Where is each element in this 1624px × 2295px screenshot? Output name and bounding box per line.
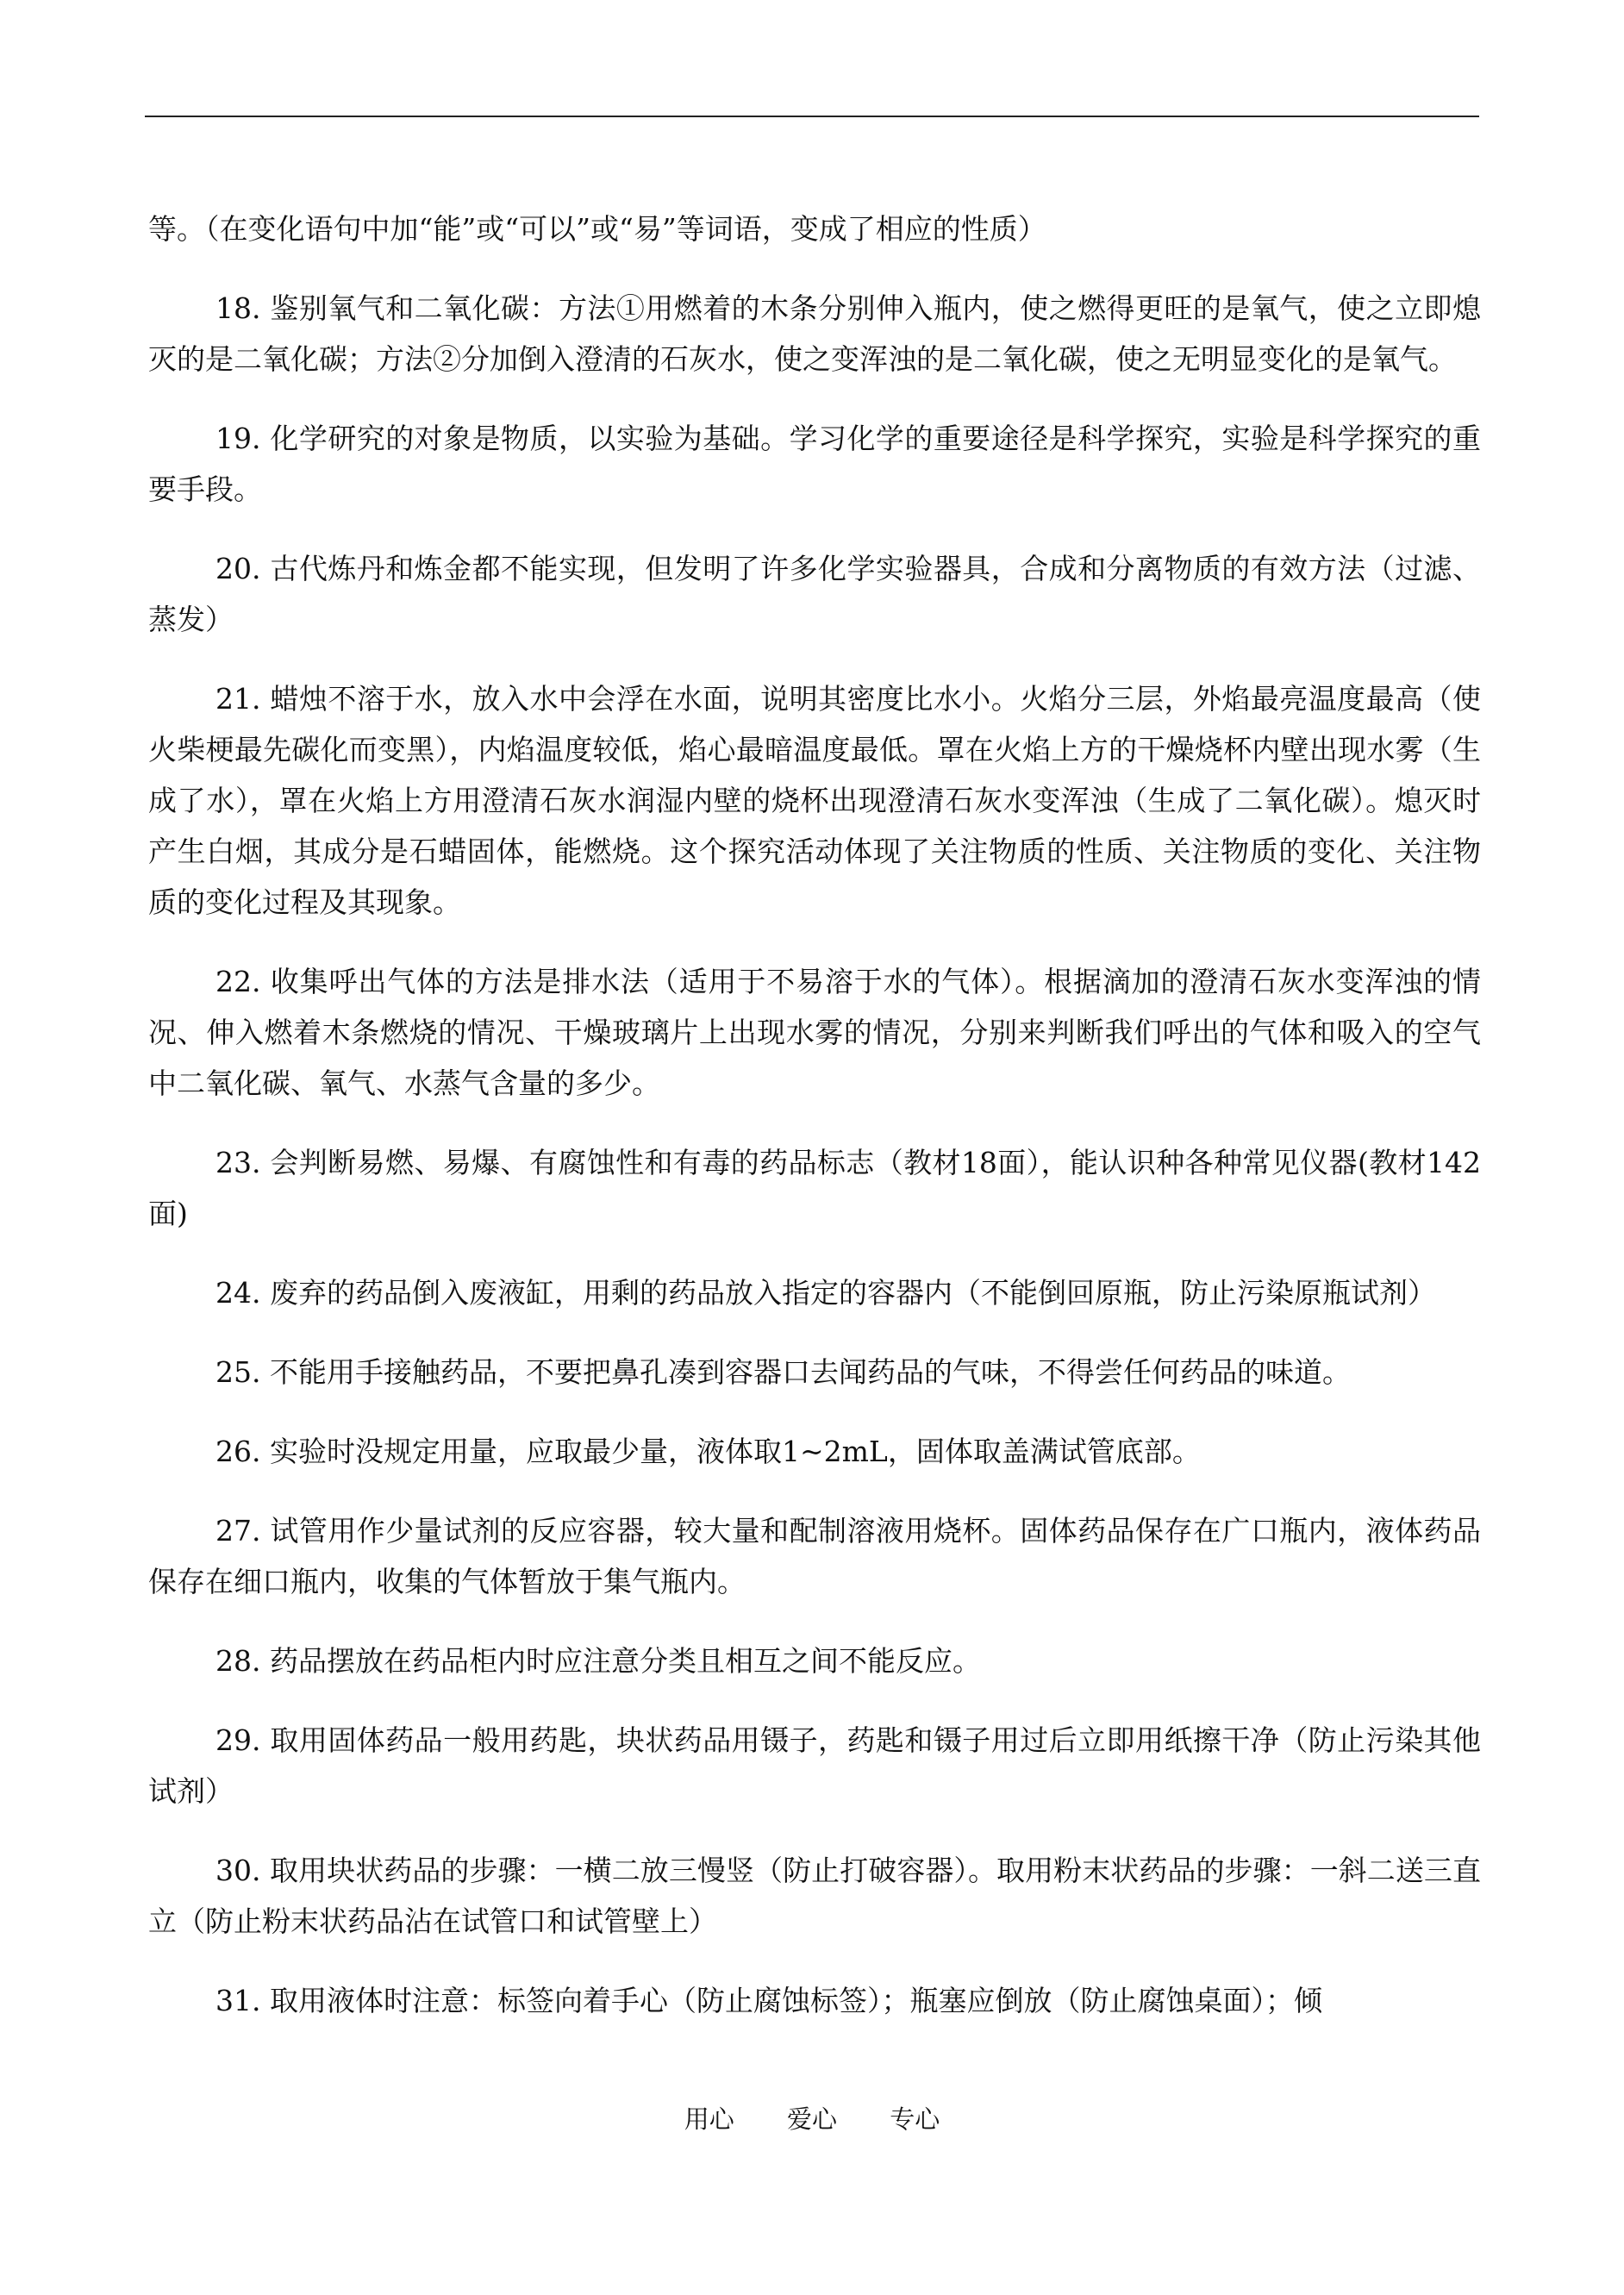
paragraph-item-30: 30. 取用块状药品的步骤：一横二放三慢竖（防止打破容器）。取用粉末状药品的步骤：一斜二送三直立（防止粉末状药品沾在试管口和试管壁上） bbox=[148, 1854, 1481, 1938]
paragraph-continuation: 等。（在变化语句中加“能”或“可以”或“易”等词语，变成了相应的性质） bbox=[148, 212, 1046, 246]
paragraph-item-24: 24. 废弃的药品倒入废液缸，用剩的药品放入指定的容器内（不能倒回原瓶，防止污染原瓶试剂） bbox=[215, 1276, 1436, 1310]
footer-text-left: 用心 bbox=[684, 2104, 734, 2134]
paragraph-item-25: 25. 不能用手接触药品，不要把鼻孔凑到容器口去闻药品的气味，不得尝任何药品的味道。 bbox=[215, 1355, 1351, 1389]
paragraph-item-31: 31. 取用液体时注意：标签向着手心（防止腐蚀标签）；瓶塞应倒放（防止腐蚀桌面）；倾 bbox=[215, 1984, 1322, 2017]
paragraph-item-19: 19. 化学研究的对象是物质，以实验为基础。学习化学的重要途径是科学探究，实验是科学探究的重要手段。 bbox=[148, 422, 1481, 506]
header-rule bbox=[145, 116, 1479, 117]
paragraph-item-23: 23. 会判断易燃、易爆、有腐蚀性和有毒的药品标志（教材18面），能认识种各种常见仪器(教材142面) bbox=[148, 1146, 1481, 1230]
paragraph-item-22: 22. 收集呼出气体的方法是排水法（适用于不易溶于水的气体）。根据滴加的澄清石灰水变浑浊的情况、伸入燃着木条燃烧的情况、干燥玻璃片上出现水雾的情况，分别来判断我们呼出的气体和吸入的空气中二氧化碳、氧气、水蒸气含量的多少。 bbox=[148, 965, 1481, 1100]
paragraph-item-28: 28. 药品摆放在药品柜内时应注意分类且相互之间不能反应。 bbox=[215, 1644, 981, 1678]
footer-text-middle: 爱心 bbox=[786, 2104, 837, 2134]
page-footer bbox=[0, 2102, 1624, 2136]
document-body bbox=[148, 203, 1481, 2054]
paragraph-item-29: 29. 取用固体药品一般用药匙，块状药品用镊子，药匙和镊子用过后立即用纸擦干净（防止污染其他试剂） bbox=[148, 1723, 1481, 1808]
paragraph-item-27: 27. 试管用作少量试剂的反应容器，较大量和配制溶液用烧杯。固体药品保存在广口瓶内，液体药品保存在细口瓶内，收集的气体暂放于集气瓶内。 bbox=[148, 1514, 1481, 1598]
paragraph-item-26: 26. 实验时没规定用量，应取最少量，液体取1~2mL，固体取盖满试管底部。 bbox=[215, 1435, 1201, 1468]
paragraph-item-18: 18. 鉴别氧气和二氧化碳：方法①用燃着的木条分别伸入瓶内，使之燃得更旺的是氧气，使之立即熄灭的是二氧化碳；方法②分加倒入澄清的石灰水，使之变浑浊的是二氧化碳，使之无明显变化的是氧气。 bbox=[148, 291, 1481, 376]
paragraph-item-20: 20. 古代炼丹和炼金都不能实现，但发明了许多化学实验器具，合成和分离物质的有效方法（过滤、蒸发） bbox=[148, 552, 1481, 636]
footer-text-right: 专心 bbox=[890, 2104, 940, 2134]
paragraph-item-21: 21. 蜡烛不溶于水，放入水中会浮在水面，说明其密度比水小。火焰分三层，外焰最亮温度最高（使火柴梗最先碳化而变黑），内焰温度较低，焰心最暗温度最低。罩在火焰上方的干燥烧杯内壁出现水雾（生成了水），罩在火焰上方用澄清石灰水润湿内壁的烧杯出现澄清石灰水变浑浊（生成了二氧化碳）。熄灭时产生白烟，其成分是石蜡固体，能燃烧。这个探究活动体现了关注物质的性质、关注物质的变化、关注物质的变化过程及其现象。 bbox=[148, 682, 1481, 919]
